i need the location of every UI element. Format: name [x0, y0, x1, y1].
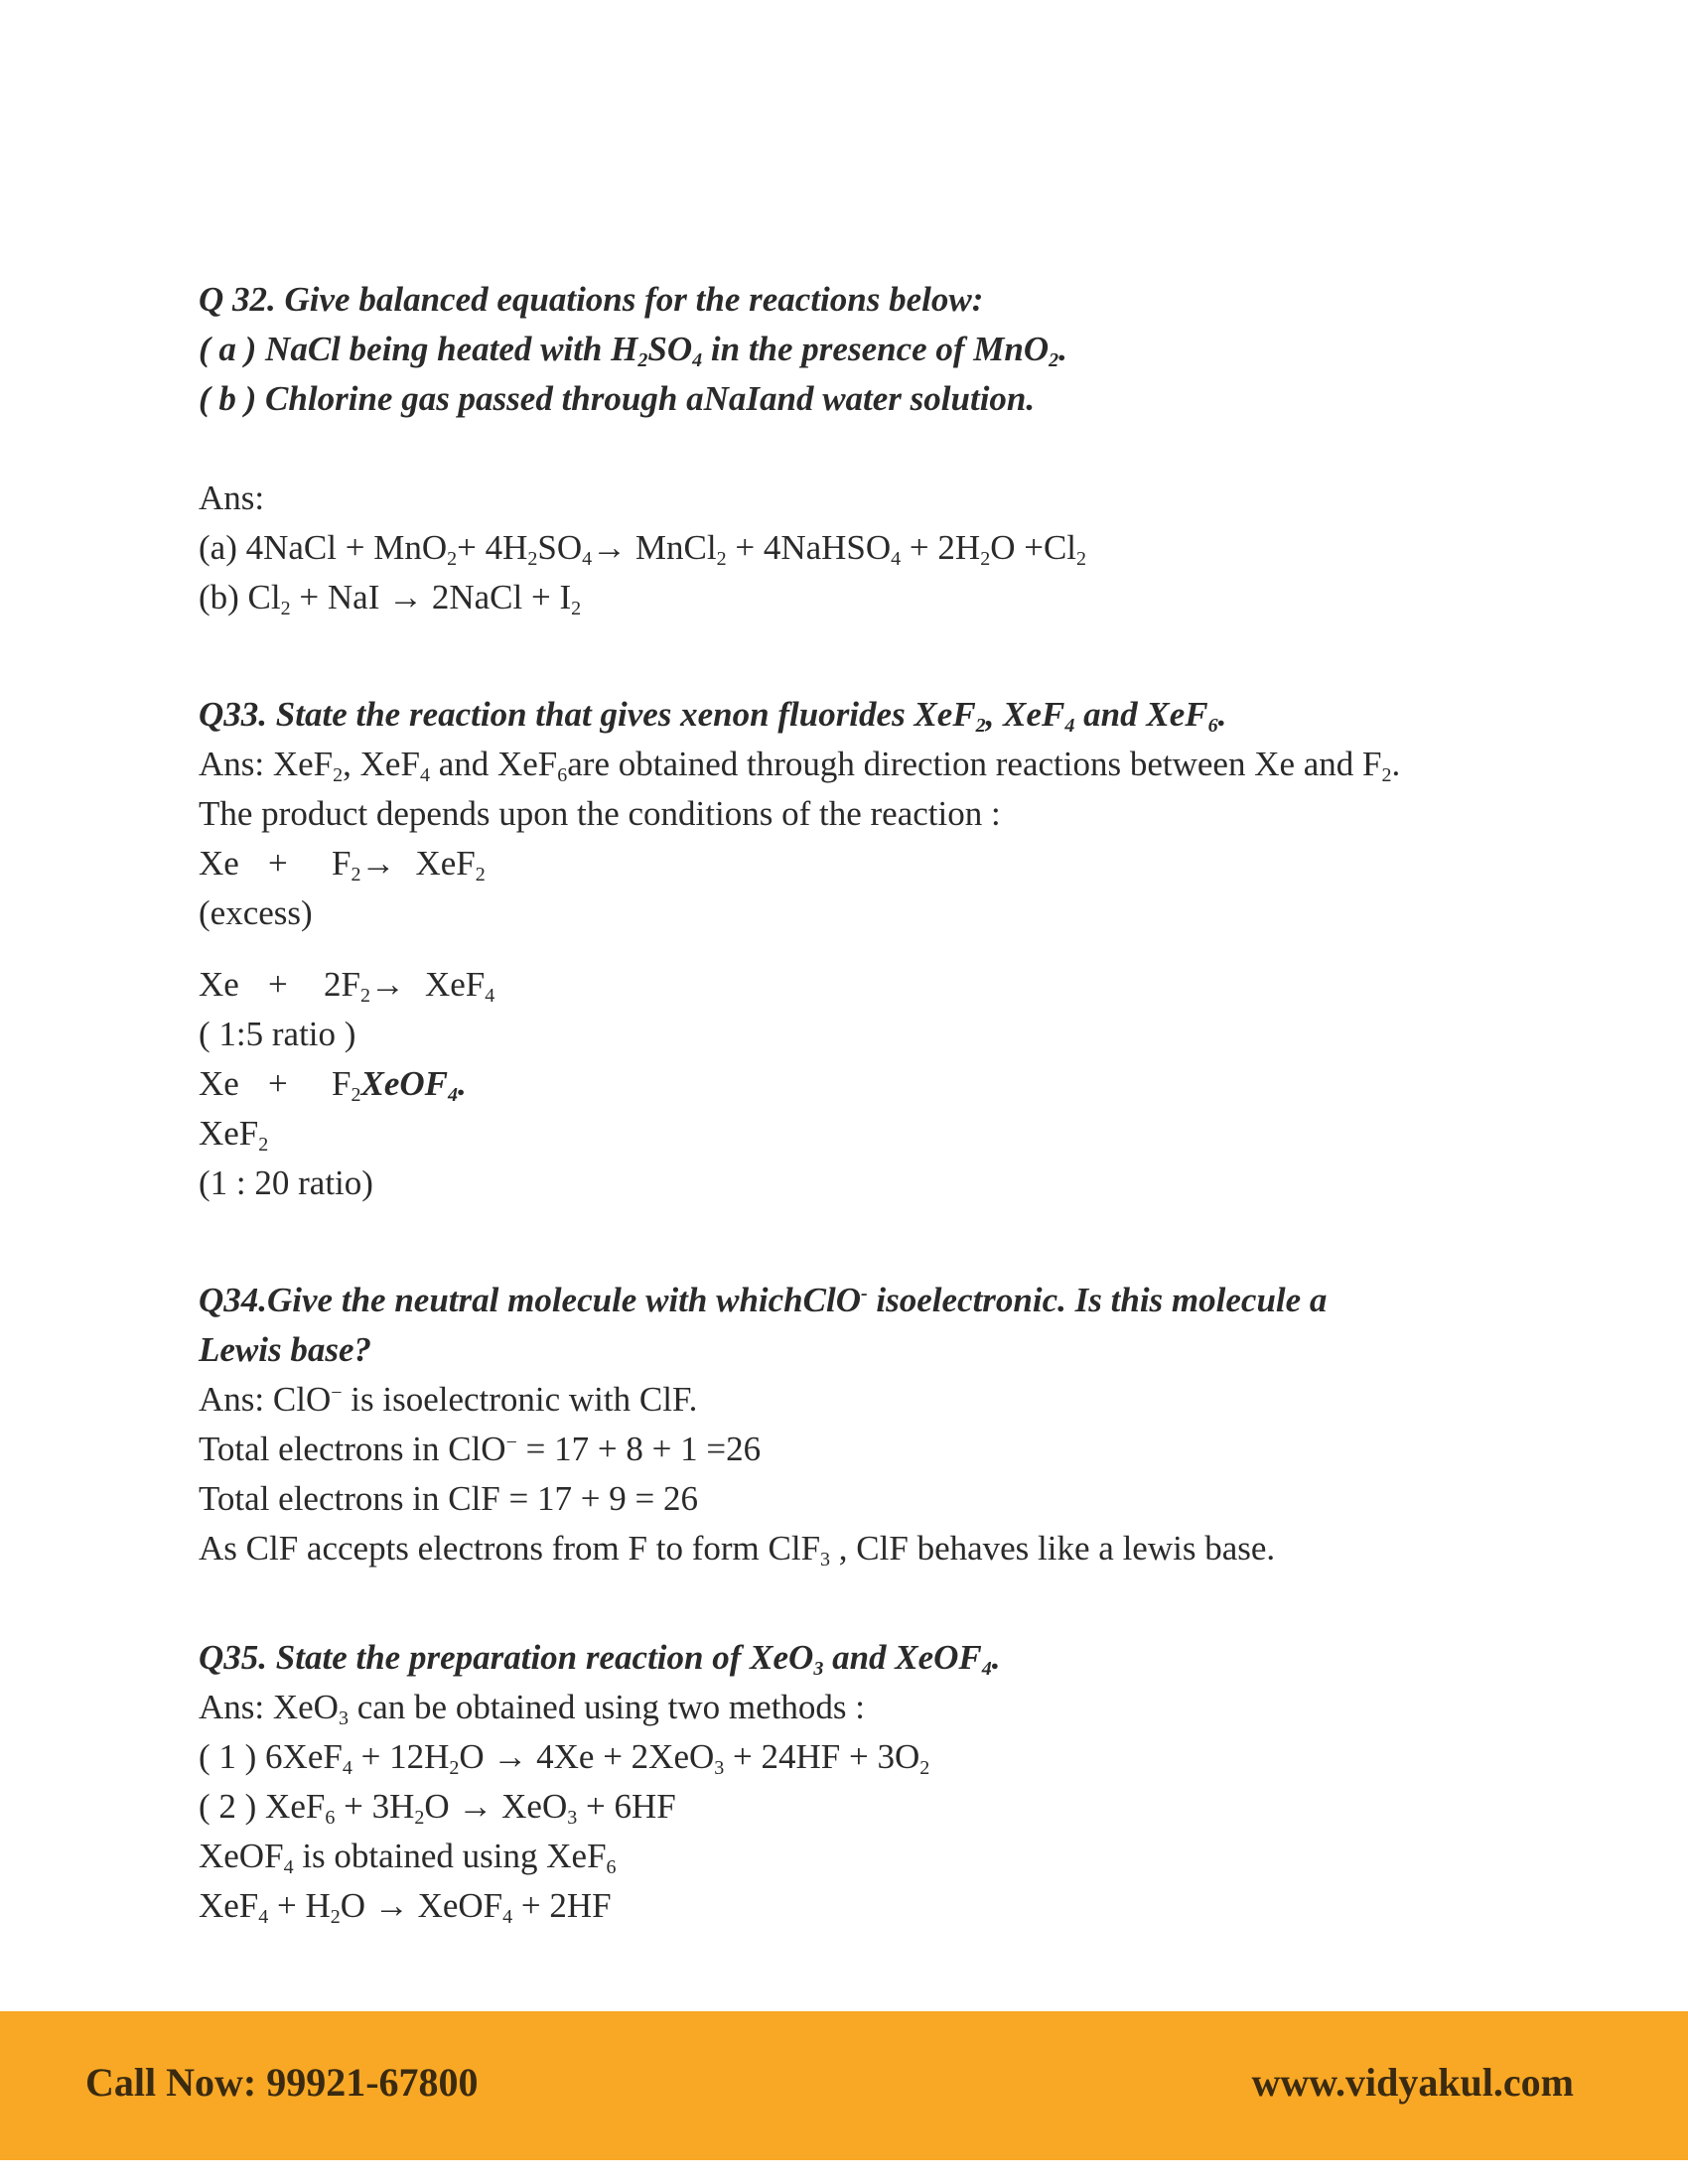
call-now-number[interactable]: Call Now: 99921-67800: [85, 2060, 479, 2105]
q35-title: Q35. State the preparation reaction of XeO$_3$ and XeOF$_4$.: [199, 1638, 1001, 1680]
q32-title: Q 32. Give balanced equations for the reactions below:: [199, 280, 984, 319]
q34-answer-4: As ClF accepts electrons from F to form ClF$_3$ , ClF behaves like a lewis base.: [199, 1529, 1276, 1570]
q34-title-line-2: Lewis base?: [199, 1330, 372, 1369]
q32-answer-a: (a) 4NaCl + $MnO_2+ 4H_2SO_4\to$ MnCl$_2$ + 4NaHSO$_4$ + $2H_2O +Cl_2$: [199, 528, 1087, 570]
q33-condition-3: (1 : 20 ratio): [199, 1163, 373, 1202]
q33-title: Q33. State the reaction that gives xenon fluorides XeF$_2$, XeF$_4$ and XeF$_6$.: [199, 695, 1227, 737]
q34-title-line-1: Q34.Give the neutral molecule with whichClO- isoelectronic. Is this molecule a: [199, 1281, 1328, 1319]
q33-answer-line-2: The product depends upon the conditions of the reaction :: [199, 794, 1001, 833]
q35-answer-2: ( 1 ) $6XeF_4 + 12H_2O \to 4Xe + 2XeO_3 + 24HF + 3O_2$: [199, 1737, 930, 1779]
footer-banner: [0, 2011, 1688, 2160]
q32-part-a-question: ( a ) NaCl being heated with $H_2SO_4$ in the presence of MnO$_2$.: [199, 330, 1067, 371]
q34-answer-1: Ans: ClO− is isoelectronic with ClF.: [199, 1380, 698, 1419]
q33-reaction-3-product: XeF$_2$: [199, 1114, 269, 1156]
document-body: [199, 275, 1509, 1931]
q35-answer-3: ( 2 ) $XeF_6 + 3H_2O \to XeO_3 + 6HF$: [199, 1787, 676, 1829]
q32-part-b-question: ( b ) Chlorine gas passed through aNaIand water solution.: [199, 379, 1036, 418]
q33-answer-line-1: Ans: XeF$_2$, XeF$_4$ and XeF$_6$are obtained through direction reactions between Xe and $F_2$.: [199, 745, 1401, 786]
q32-ans-label: Ans:: [199, 478, 265, 517]
q33-condition-1: (excess): [199, 893, 313, 932]
q32-answer-b: (b) $Cl_2$ + NaI → 2NaCl + $I_2$: [199, 578, 582, 619]
website-link[interactable]: www.vidyakul.com: [1251, 2060, 1574, 2105]
q33-reaction-1: $Xe + F_2\to XeF_2$: [199, 844, 486, 886]
q33-reaction-2: $Xe + 2F_2\to XeF_4$: [199, 965, 495, 1007]
q35-answer-1: Ans: XeO$_3$ can be obtained using two methods :: [199, 1688, 866, 1729]
q34-answer-3: Total electrons in ClF = 17 + 9 = 26: [199, 1479, 698, 1518]
q33-reaction-3: $Xe + F_2XeOF_4$.: [199, 1064, 467, 1106]
q34-answer-2: Total electrons in ClO− = 17 + 8 + 1 =26: [199, 1430, 762, 1468]
q35-answer-4: XeOF$_4$ is obtained using XeF$_6$: [199, 1837, 617, 1878]
q35-answer-5: $XeF_4 + H_2O$ → XeOF$_4$ + 2HF: [199, 1886, 612, 1928]
q33-condition-2: ( 1:5 ratio ): [199, 1015, 356, 1053]
